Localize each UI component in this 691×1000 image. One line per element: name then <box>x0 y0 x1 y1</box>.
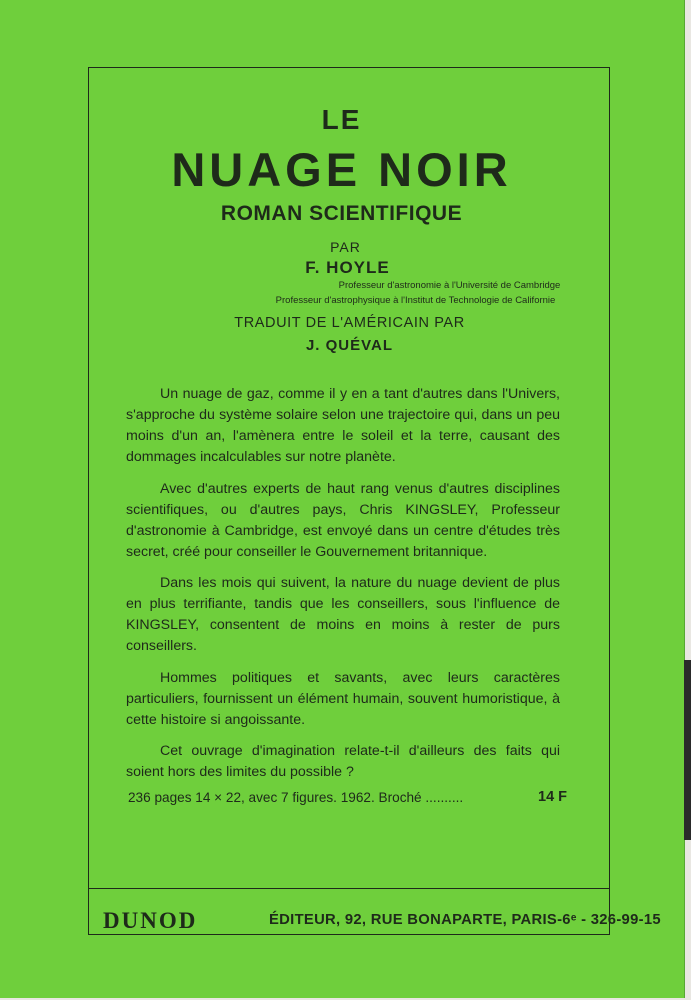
blurb-paragraph: Cet ouvrage d'imagination relate-t-il d'ailleurs des faits qui soient hors des limites du possible ? <box>126 743 560 780</box>
translator-name: J. QUÉVAL <box>305 337 394 354</box>
author-credential-2: Professeur d'astrophysique à l'Institut de Technologie de Californie <box>275 295 556 306</box>
author-credential-1: Professeur d'astronomie à l'Université de Cambridge <box>338 280 561 291</box>
book-title: NUAGE NOIR <box>171 143 512 196</box>
price: 14 F <box>538 789 568 805</box>
blurb-paragraph: Hommes politiques et savants, avec leurs caractères particuliers, fournissent un élément humain, souvent humoristique, à cette histoire si angoissante. <box>126 669 560 728</box>
blurb-paragraph: Dans les mois qui suivent, la nature du nuage devient de plus en plus terrifiante, tandis que les conseillers, sous l'influence de KINGSLEY, consentent de moins en moins à rester de purs conseillers. <box>126 575 560 654</box>
publisher-address: ÉDITEUR, 92, RUE BONAPARTE, PARIS-6ᵉ - 326-99-15 <box>269 912 661 928</box>
author-name: F. HOYLE <box>305 258 390 277</box>
blurb-paragraph: Avec d'autres experts de haut rang venus d'autres disciplines scientifiques, ou d'autres pays, Chris KINGSLEY, Professeur d'astronomie à Cambridge, est envoyé dans un centre d'études très secret, créé pour conseiller le Gouvernement britannique. <box>126 480 560 560</box>
footer-divider <box>88 888 610 889</box>
publication-details: 236 pages 14 × 22, avec 7 figures. 1962. Broché .......... <box>128 790 464 805</box>
translated-by-label: TRADUIT DE L'AMÉRICAIN PAR <box>234 315 465 331</box>
title-article: LE <box>321 104 362 135</box>
blurb <box>126 384 560 794</box>
book-subtitle: ROMAN SCIENTIFIQUE <box>220 202 463 225</box>
publisher-logo: DUNOD <box>103 908 198 933</box>
by-label: PAR <box>330 239 361 255</box>
page-edge-shadow <box>684 660 691 840</box>
blurb-paragraph: Un nuage de gaz, comme il y en a tant d'autres dans l'Univers, s'approche du système solaire selon une trajectoire qui, dans un peu moins d'un an, l'amènera entre le soleil et la terre, causant des dommages incalculables sur notre planète. <box>126 386 560 465</box>
